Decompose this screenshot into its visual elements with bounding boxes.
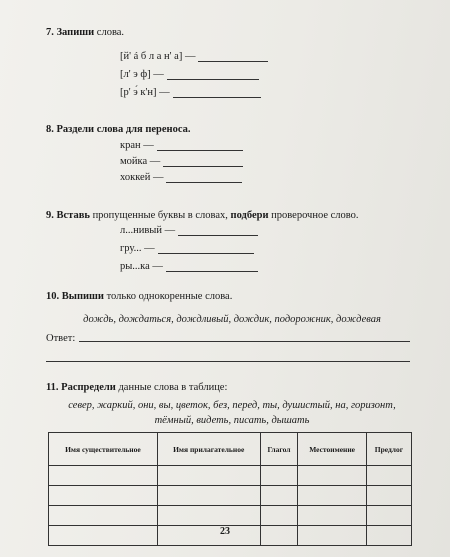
header-noun: Имя существительное [49, 433, 158, 466]
task-10-verb: 10. Выпиши [46, 291, 104, 302]
transcription-2: [л' э ф] — [120, 69, 164, 80]
table-row [49, 466, 412, 486]
word-moika: мойка — [120, 156, 161, 167]
task-9-title [46, 210, 359, 221]
word-gru: гру... — [120, 243, 155, 254]
table-cell[interactable] [49, 506, 158, 526]
table-cell[interactable] [157, 466, 260, 486]
answer-blank[interactable] [166, 182, 242, 183]
word-hokkei: хоккей — [120, 172, 164, 183]
table-cell[interactable] [366, 466, 411, 486]
task-7-item-3 [120, 87, 261, 98]
header-preposition: Предлог [366, 433, 411, 466]
task-11-instruction: данные слова в таблице: [118, 382, 228, 393]
answer-blank[interactable] [163, 166, 243, 167]
task-11-verb: 11. Распредели [46, 382, 116, 393]
table-cell[interactable] [260, 466, 298, 486]
answer-line[interactable] [79, 341, 410, 342]
answer-blank[interactable] [157, 150, 243, 151]
task-11-words [42, 398, 422, 428]
answer-blank[interactable] [198, 61, 268, 62]
task-9-item-1 [120, 225, 258, 236]
answer-line-2[interactable] [46, 361, 410, 362]
header-adjective: Имя прилагательное [157, 433, 260, 466]
page-number: 23 [220, 526, 230, 537]
table-cell[interactable] [157, 486, 260, 506]
answer-blank[interactable] [178, 235, 258, 236]
answer-label: Ответ: [46, 333, 76, 344]
task-9-verb-2: подбери [230, 210, 269, 221]
header-pronoun: Местоимение [298, 433, 367, 466]
task-10-answer [46, 333, 410, 344]
table-cell[interactable] [49, 486, 158, 506]
answer-blank[interactable] [173, 97, 261, 98]
answer-blank[interactable] [167, 79, 259, 80]
table-header-row [49, 433, 412, 466]
table-row [49, 506, 412, 526]
task-9-item-2 [120, 243, 254, 254]
task-9-verb: 9. Вставь [46, 210, 90, 221]
answer-blank[interactable] [158, 253, 254, 254]
task-10-instruction: только однокоренные слова. [106, 291, 233, 302]
task-8-item-1 [120, 140, 243, 151]
table-cell[interactable] [49, 466, 158, 486]
table-cell[interactable] [366, 486, 411, 506]
table-cell[interactable] [298, 506, 367, 526]
task-9-text-2: проверочное слово. [271, 210, 359, 221]
answer-blank[interactable] [166, 271, 258, 272]
table-cell[interactable] [260, 486, 298, 506]
task-8-item-3 [120, 172, 242, 183]
table-cell[interactable] [298, 486, 367, 506]
transcription-1: [й' á б л а н' а] — [120, 51, 196, 62]
table-cell[interactable] [366, 506, 411, 526]
task-11-words-line-1: север, жаркий, они, вы, цветок, без, перед, ты, душистый, на, горизонт, [68, 400, 396, 411]
task-7-number: 7. Запиши [46, 27, 95, 38]
table-cell[interactable] [260, 506, 298, 526]
task-8-item-2 [120, 156, 243, 167]
task-11-title [46, 382, 227, 393]
task-7-instruction: слова. [96, 27, 125, 38]
table-cell[interactable] [298, 466, 367, 486]
task-10-title [46, 291, 232, 302]
task-7-title [46, 27, 124, 38]
task-7-item-2 [120, 69, 259, 80]
table-row [49, 486, 412, 506]
task-7-item-1 [120, 51, 268, 62]
word-ryka: ры...ка — [120, 261, 163, 272]
task-9-text-1: пропущенные буквы в словах, [92, 210, 228, 221]
task-9-item-3 [120, 261, 258, 272]
table-cell[interactable] [157, 506, 260, 526]
word-kran: кран — [120, 140, 154, 151]
transcription-3: [р' э́ к'н] — [120, 87, 170, 98]
header-verb: Глагол [260, 433, 298, 466]
task-10-words: дождь, дождаться, дождливый, дождик, подорожник, дождевая [83, 314, 381, 325]
word-lenivyi: л...нивый — [120, 225, 176, 236]
task-8-title: 8. Раздели слова для переноса. [46, 124, 191, 135]
task-11-words-line-2: тёмный, видеть, писать, дышать [154, 415, 310, 426]
